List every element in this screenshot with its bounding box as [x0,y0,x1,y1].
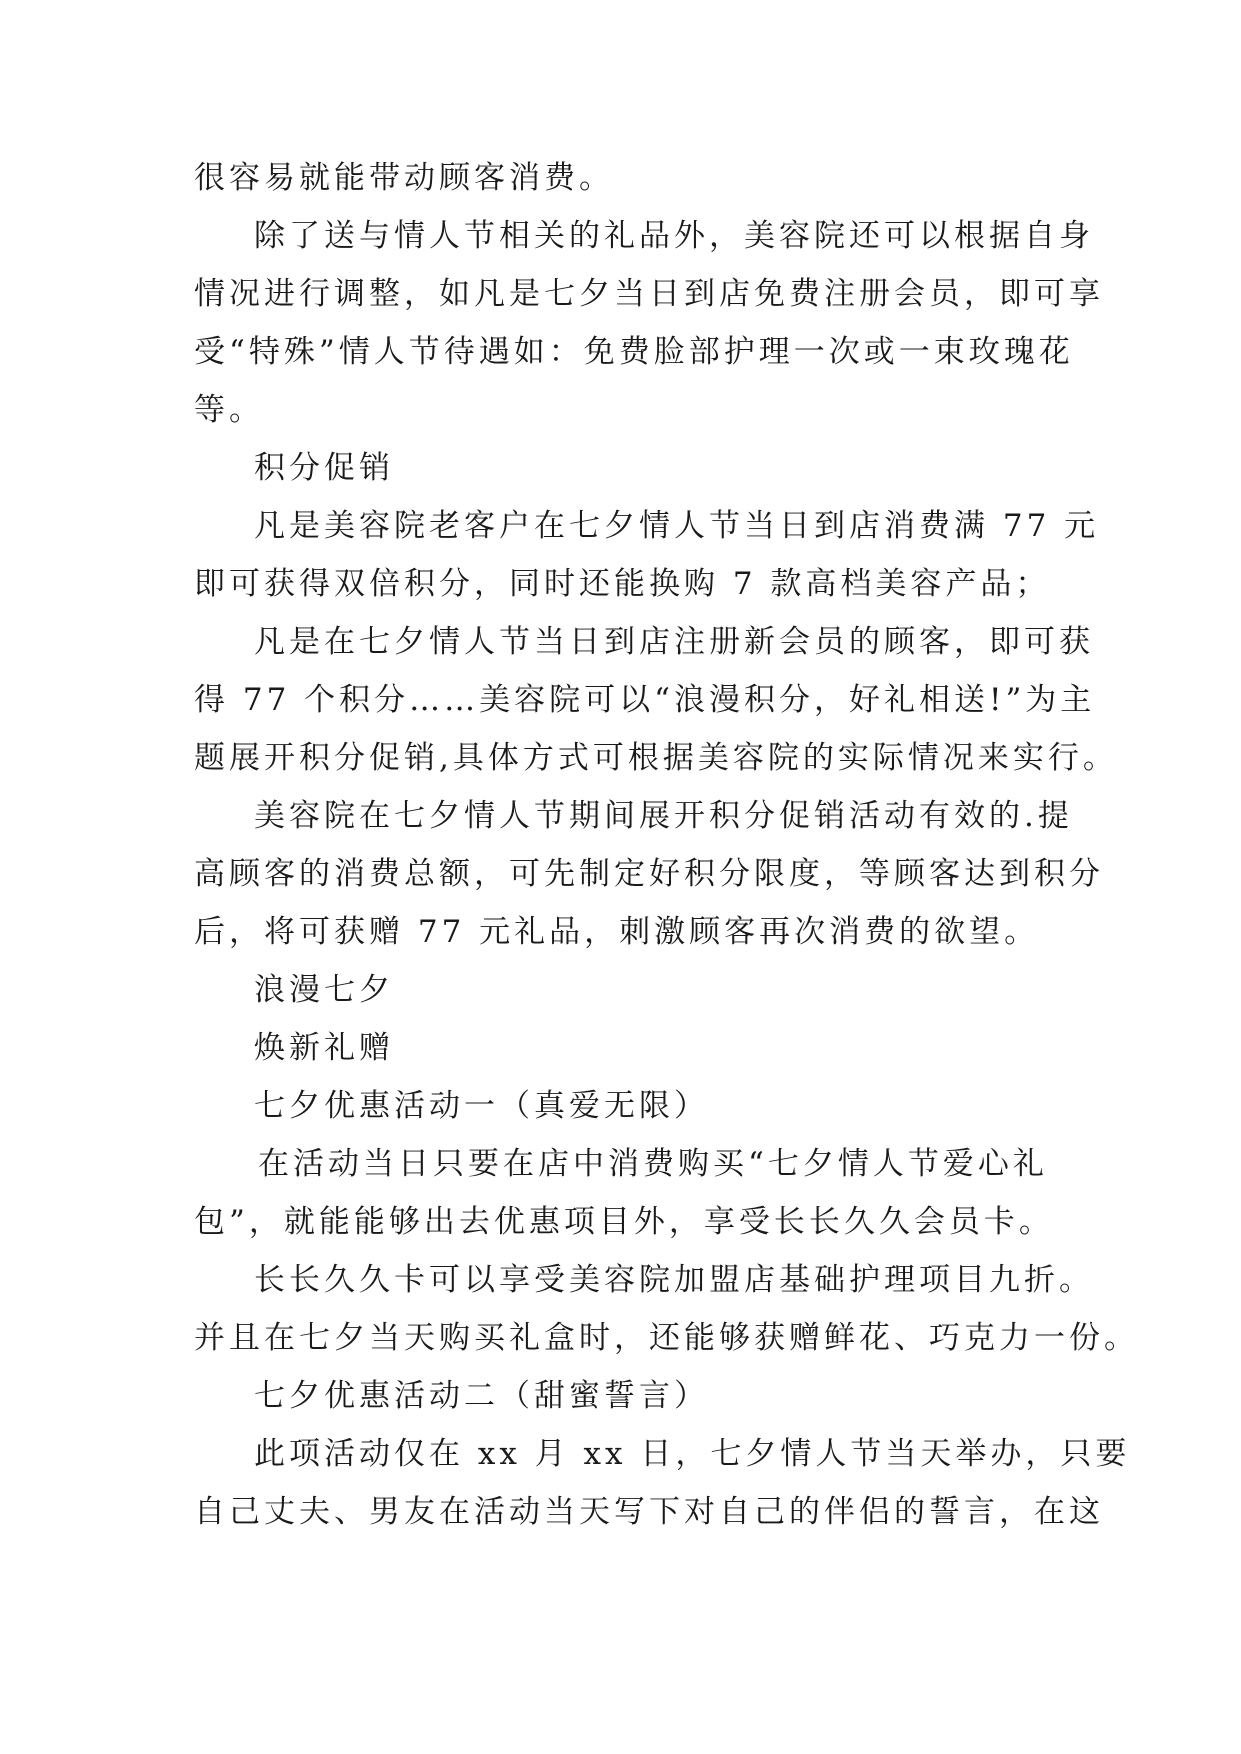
paragraph-line: 除了送与情人节相关的礼品外，美容院还可以根据自身 [254,218,1094,254]
paragraph-line: 在活动当日只要在店中消费购买“七夕情人节爱心礼 [258,1146,1048,1182]
section-heading: 浪漫七夕 [254,972,394,1008]
paragraph-line: 受“特殊”情人节待遇如：免费脸部护理一次或一束玫瑰花 [194,334,1074,370]
section-heading: 积分促销 [254,450,394,486]
paragraph-line: 此项活动仅在 xx 月 xx 日，七夕情人节当天举办，只要 [254,1436,1131,1472]
section-heading: 七夕优惠活动一（真爱无限） [254,1088,709,1124]
section-heading: 七夕优惠活动二（甜蜜誓言） [254,1378,709,1414]
paragraph-line: 得 77 个积分……美容院可以“浪漫积分，好礼相送!”为主 [194,682,1096,718]
paragraph-line: 包”，就能能够出去优惠项目外，享受长长久久会员卡。 [194,1204,1054,1240]
paragraph-line: 长长久久卡可以享受美容院加盟店基础护理项目九折。 [254,1262,1094,1298]
paragraph-line: 即可获得双倍积分，同时还能换购 7 款高档美容产品； [194,566,1051,602]
paragraph-line: 并且在七夕当天购买礼盒时，还能够获赠鲜花、巧克力一份。 [194,1320,1139,1356]
paragraph-line: 美容院在七夕情人节期间展开积分促销活动有效的.提 [254,798,1073,834]
paragraph-line: 凡是在七夕情人节当日到店注册新会员的顾客，即可获 [254,624,1094,660]
paragraph-line: 很容易就能带动顾客消费。 [194,160,614,196]
paragraph-line: 后，将可获赠 77 元礼品，刺激顾客再次消费的欲望。 [194,914,1040,950]
paragraph-line: 等。 [194,392,264,428]
paragraph-line: 自己丈夫、男友在活动当天写下对自己的伴侣的誓言，在这 [194,1494,1104,1530]
paragraph-line: 情况进行调整，如凡是七夕当日到店免费注册会员，即可享 [194,276,1104,312]
paragraph-line: 凡是美容院老客户在七夕情人节当日到店消费满 77 元 [254,508,1100,544]
paragraph-line: 题展开积分促销,具体方式可根据美容院的实际情况来实行。 [194,740,1118,776]
paragraph-line: 高顾客的消费总额，可先制定好积分限度，等顾客达到积分 [194,856,1104,892]
section-heading: 焕新礼赠 [254,1030,394,1066]
